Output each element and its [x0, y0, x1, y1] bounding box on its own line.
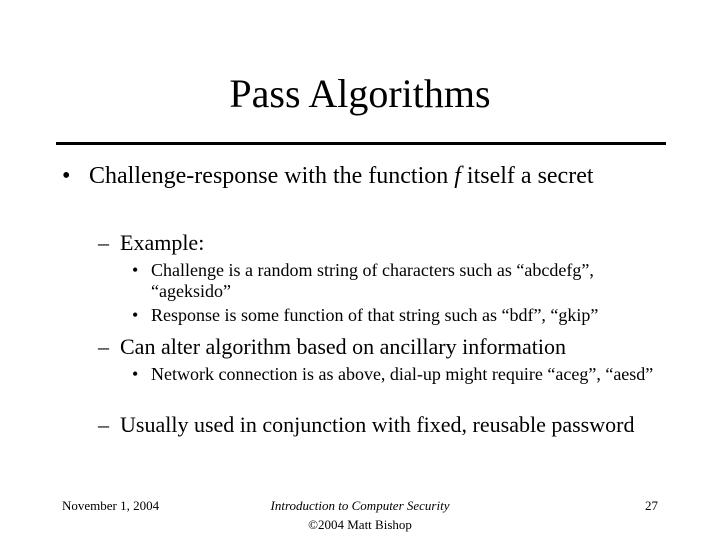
bullet-text: [89, 162, 649, 190]
sub-bullet-text: Usually used in conjunction with fixed, reusable password: [120, 412, 635, 437]
bullet-text-part2: itself a secret: [460, 163, 594, 189]
dash-marker: –: [98, 334, 109, 359]
bullet-marker: •: [62, 163, 71, 189]
footer-page-number: 27: [645, 498, 658, 513]
sub-sub-bullet-text: Network connection is as above, dial-up might require “aceg”, “aesd”: [151, 364, 654, 384]
slide-title: Pass Algorithms: [229, 71, 491, 116]
footer-center: [220, 496, 500, 534]
footer-course: Introduction to Computer Security: [270, 498, 450, 513]
footer-copyright: ©2004 Matt Bishop: [308, 517, 412, 532]
dash-marker: –: [98, 230, 109, 255]
bullet-text-part1: Challenge-response with the function: [89, 163, 455, 189]
sub-bullet-text: Example:: [120, 230, 205, 255]
bullet-marker: •: [132, 260, 139, 280]
sub-sub-bullet-text: Response is some function of that string such as “bdf”, “gkip”: [151, 305, 599, 325]
sub-bullet-text: Can alter algorithm based on ancillary information: [120, 334, 566, 359]
sub-sub-bullet-text: Challenge is a random string of characters such as “abcdefg”, “ageksido”: [151, 260, 594, 301]
title-rule: [56, 142, 666, 145]
bullet-marker: •: [132, 364, 139, 384]
dash-marker: –: [98, 412, 109, 437]
bullet-marker: •: [132, 305, 139, 325]
footer-date: November 1, 2004: [62, 498, 160, 513]
function-f: f: [454, 163, 461, 189]
